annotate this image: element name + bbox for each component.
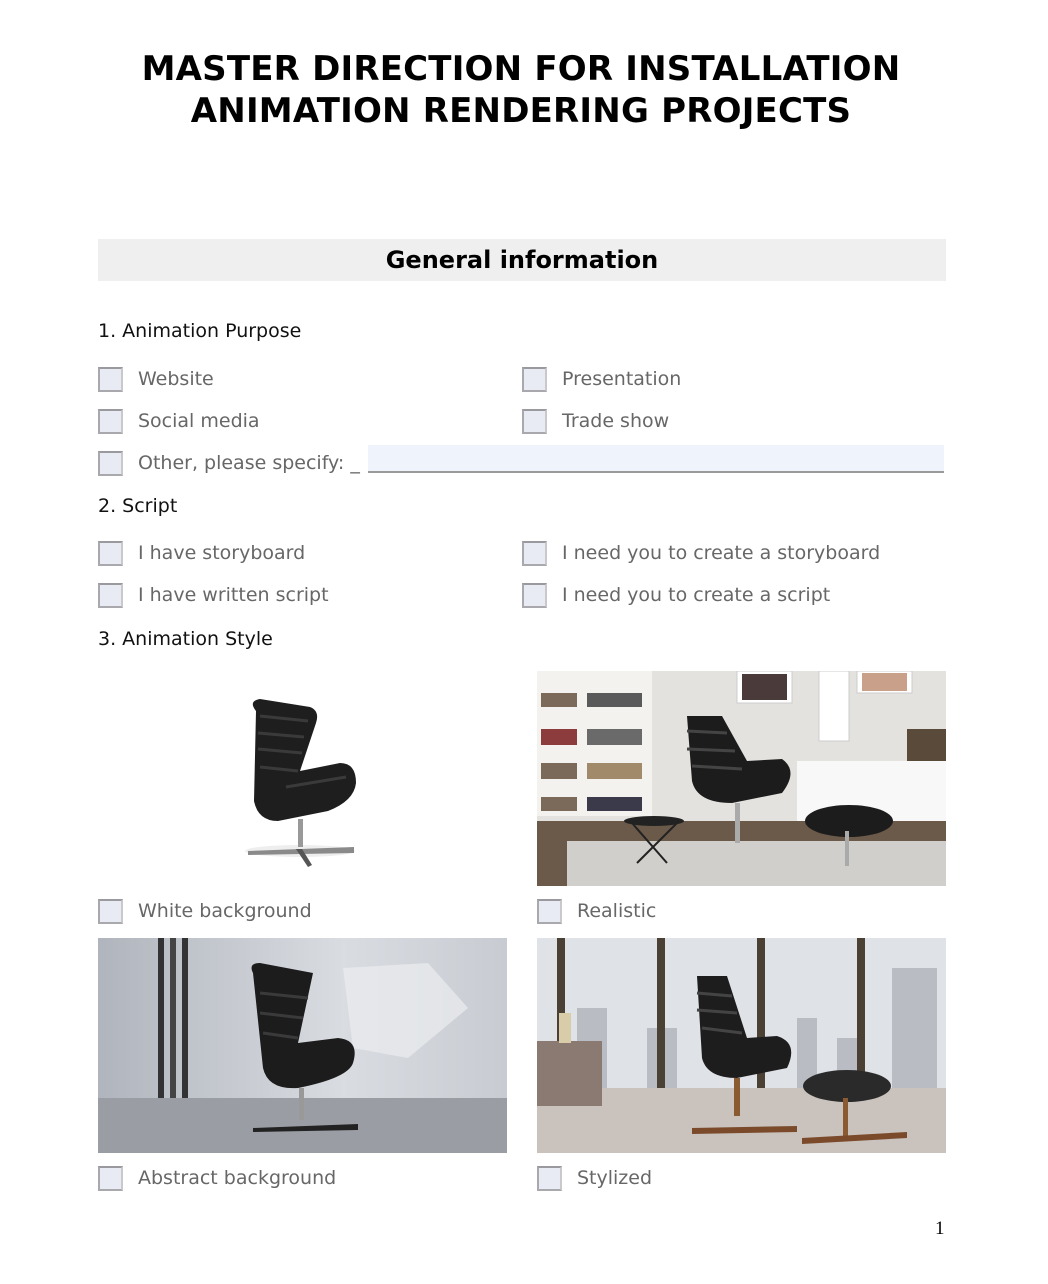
checkbox[interactable] xyxy=(98,409,123,434)
checkbox[interactable] xyxy=(98,583,123,608)
checkbox[interactable] xyxy=(522,409,547,434)
title-line-2: ANIMATION RENDERING PROJECTS xyxy=(190,91,852,131)
question-animation-purpose: 1. Animation Purpose xyxy=(98,320,302,342)
option-create-script[interactable]: I need you to create a script xyxy=(522,580,830,610)
checkbox[interactable] xyxy=(522,583,547,608)
option-abstract-background[interactable]: Abstract background xyxy=(98,1163,336,1193)
option-create-storyboard[interactable]: I need you to create a storyboard xyxy=(522,538,880,568)
chair-realistic-image xyxy=(537,671,946,886)
checkbox[interactable] xyxy=(98,541,123,566)
option-white-background[interactable]: White background xyxy=(98,896,312,926)
checkbox[interactable] xyxy=(522,541,547,566)
question-script: 2. Script xyxy=(98,495,178,517)
option-have-storyboard[interactable]: I have storyboard xyxy=(98,538,305,568)
section-header xyxy=(98,239,946,281)
checkbox[interactable] xyxy=(537,1166,562,1191)
other-specify-input[interactable] xyxy=(368,445,944,473)
title-line-1: MASTER DIRECTION FOR INSTALLATION xyxy=(141,49,901,89)
option-have-script[interactable]: I have written script xyxy=(98,580,329,610)
question-animation-style: 3. Animation Style xyxy=(98,628,273,650)
checkbox[interactable] xyxy=(98,1166,123,1191)
chair-white-background-image xyxy=(98,671,507,886)
option-realistic[interactable]: Realistic xyxy=(537,896,656,926)
option-presentation[interactable]: Presentation xyxy=(522,364,681,394)
checkbox[interactable] xyxy=(98,367,123,392)
checkbox[interactable] xyxy=(537,899,562,924)
option-stylized[interactable]: Stylized xyxy=(537,1163,652,1193)
option-other[interactable]: Other, please specify: _ xyxy=(98,448,360,478)
chair-stylized-image xyxy=(537,938,946,1153)
checkbox[interactable] xyxy=(98,899,123,924)
section-title: General information xyxy=(385,246,659,274)
option-social-media[interactable]: Social media xyxy=(98,406,260,436)
document-title xyxy=(0,48,1042,132)
chair-abstract-background-image xyxy=(98,938,507,1153)
page-number: 1 xyxy=(935,1218,945,1239)
option-trade-show[interactable]: Trade show xyxy=(522,406,669,436)
option-website[interactable]: Website xyxy=(98,364,214,394)
checkbox[interactable] xyxy=(98,451,123,476)
checkbox[interactable] xyxy=(522,367,547,392)
